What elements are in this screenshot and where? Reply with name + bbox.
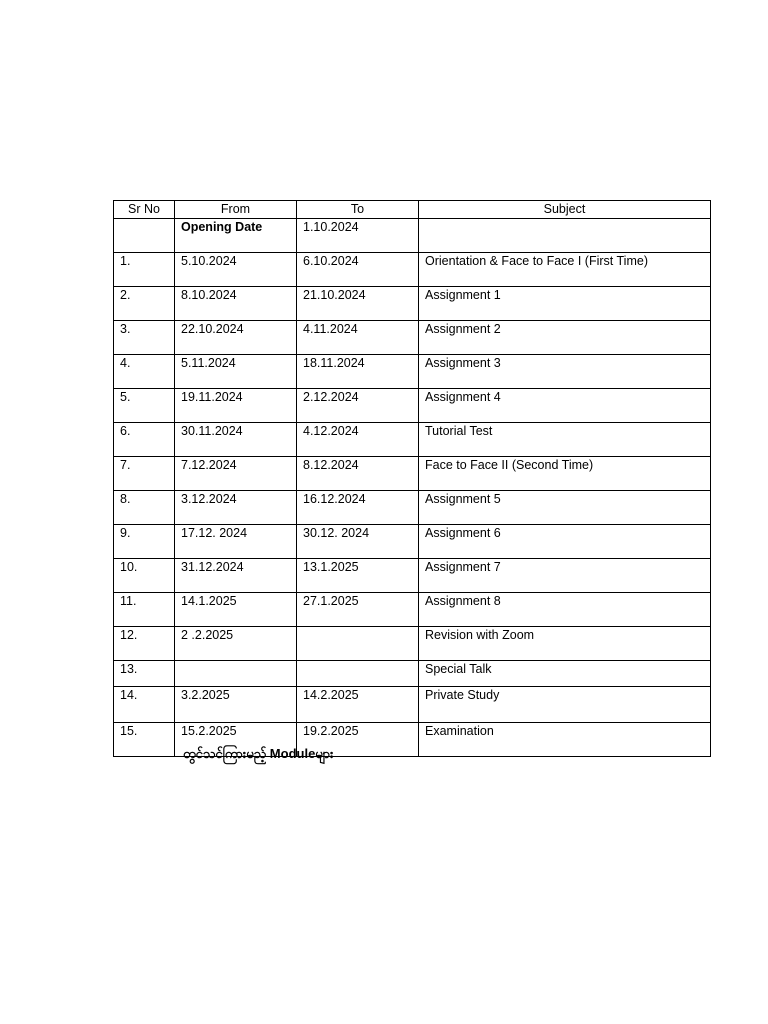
table-row — [114, 457, 711, 491]
cell-sr: 7. — [114, 457, 175, 491]
cell-sr: 2. — [114, 287, 175, 321]
cell-subject: Face to Face II (Second Time) — [419, 457, 711, 491]
cell-to: 14.2.2025 — [297, 687, 419, 723]
cell-subject: Assignment 1 — [419, 287, 711, 321]
cell-subject: Tutorial Test — [419, 423, 711, 457]
cell-subject: Examination — [419, 723, 711, 757]
header-from: From — [175, 201, 297, 219]
module-caption: တွင်သင်ကြားမည့် Moduleများ — [183, 746, 334, 761]
cell-from: 30.11.2024 — [175, 423, 297, 457]
cell-from — [175, 661, 297, 687]
cell-to — [297, 627, 419, 661]
cell-subject: Assignment 2 — [419, 321, 711, 355]
cell-subject: Private Study — [419, 687, 711, 723]
cell-subject: Orientation & Face to Face I (First Time) — [419, 253, 711, 287]
cell-subject: Assignment 6 — [419, 525, 711, 559]
cell-sr: 12. — [114, 627, 175, 661]
cell-to: 2.12.2024 — [297, 389, 419, 423]
cell-from: 3.12.2024 — [175, 491, 297, 525]
header-sr-no: Sr No — [114, 201, 175, 219]
cell-subject: Assignment 4 — [419, 389, 711, 423]
cell-sr: 11. — [114, 593, 175, 627]
table-row — [114, 321, 711, 355]
cell-subject: Revision with Zoom — [419, 627, 711, 661]
cell-to: 16.12.2024 — [297, 491, 419, 525]
cell-to: 1.10.2024 — [297, 219, 419, 253]
table-header-row — [114, 201, 711, 219]
table-row — [114, 525, 711, 559]
cell-from: 15.2.2025 — [175, 723, 297, 757]
table-row — [114, 593, 711, 627]
cell-to: 4.11.2024 — [297, 321, 419, 355]
cell-sr: 15. — [114, 723, 175, 757]
table-row — [114, 661, 711, 687]
table-row — [114, 627, 711, 661]
table-row — [114, 687, 711, 723]
cell-sr: 3. — [114, 321, 175, 355]
table-row — [114, 389, 711, 423]
cell-to: 13.1.2025 — [297, 559, 419, 593]
cell-sr: 14. — [114, 687, 175, 723]
cell-from: 19.11.2024 — [175, 389, 297, 423]
cell-from: 7.12.2024 — [175, 457, 297, 491]
cell-from: 8.10.2024 — [175, 287, 297, 321]
table-row — [114, 559, 711, 593]
cell-from: 14.1.2025 — [175, 593, 297, 627]
cell-from: 5.10.2024 — [175, 253, 297, 287]
cell-from: 22.10.2024 — [175, 321, 297, 355]
cell-sr: 10. — [114, 559, 175, 593]
cell-sr: 8. — [114, 491, 175, 525]
table-row — [114, 253, 711, 287]
cell-to: 6.10.2024 — [297, 253, 419, 287]
schedule-table — [113, 200, 711, 757]
cell-subject — [419, 219, 711, 253]
cell-from: 17.12. 2024 — [175, 525, 297, 559]
cell-subject: Special Talk — [419, 661, 711, 687]
cell-sr — [114, 219, 175, 253]
table-row — [114, 287, 711, 321]
cell-to: 18.11.2024 — [297, 355, 419, 389]
cell-sr: 5. — [114, 389, 175, 423]
cell-to: 27.1.2025 — [297, 593, 419, 627]
cell-subject: Assignment 7 — [419, 559, 711, 593]
cell-from: 5.11.2024 — [175, 355, 297, 389]
cell-sr: 1. — [114, 253, 175, 287]
cell-to: 30.12. 2024 — [297, 525, 419, 559]
cell-subject: Assignment 3 — [419, 355, 711, 389]
cell-to: 19.2.2025 — [297, 723, 419, 757]
table-row — [114, 355, 711, 389]
cell-to: 8.12.2024 — [297, 457, 419, 491]
cell-sr: 4. — [114, 355, 175, 389]
header-subject: Subject — [419, 201, 711, 219]
cell-sr: 13. — [114, 661, 175, 687]
table-row — [114, 491, 711, 525]
cell-sr: 6. — [114, 423, 175, 457]
cell-subject: Assignment 5 — [419, 491, 711, 525]
cell-from: 31.12.2024 — [175, 559, 297, 593]
cell-from: Opening Date — [175, 219, 297, 253]
cell-sr: 9. — [114, 525, 175, 559]
cell-to — [297, 661, 419, 687]
header-to: To — [297, 201, 419, 219]
cell-to: 21.10.2024 — [297, 287, 419, 321]
table-row — [114, 219, 711, 253]
cell-from: 3.2.2025 — [175, 687, 297, 723]
cell-from: 2 .2.2025 — [175, 627, 297, 661]
table-row — [114, 423, 711, 457]
cell-subject: Assignment 8 — [419, 593, 711, 627]
cell-to: 4.12.2024 — [297, 423, 419, 457]
